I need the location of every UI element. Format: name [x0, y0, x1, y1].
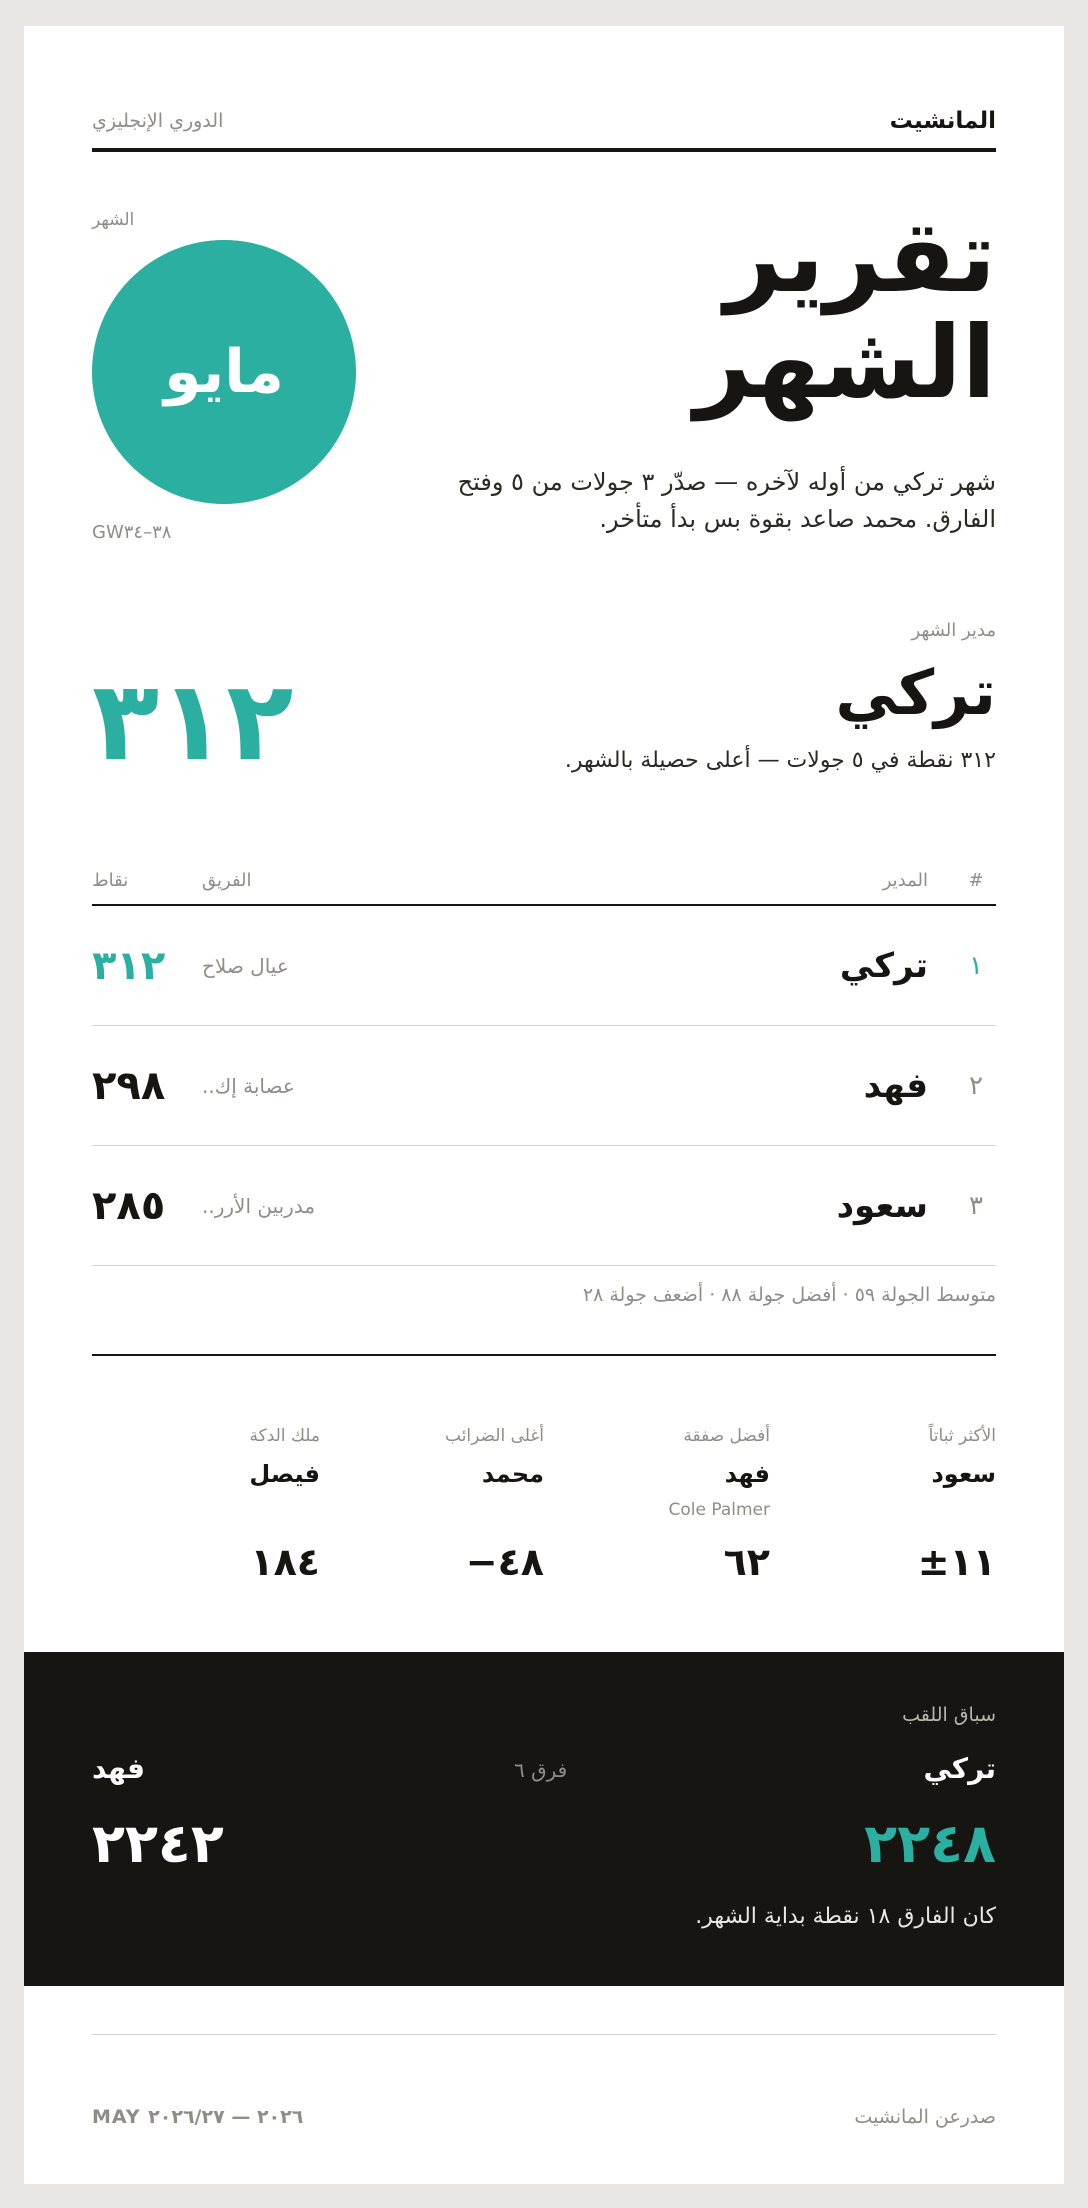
points-gap: فرق ٦	[514, 1758, 568, 1782]
standings-footnote: متوسط الجولة ٥٩ · أفضل جولة ٨٨ · أضعف جولة ٢٨	[582, 1284, 996, 1306]
footer-divider	[92, 2034, 996, 2035]
stat-consistency	[796, 1426, 996, 1584]
title-race-label: سباق اللقب	[902, 1704, 996, 1726]
stat-manager: فيصل	[249, 1460, 320, 1488]
stat-best-transfer	[570, 1426, 770, 1584]
stat-detail	[120, 1500, 320, 1524]
leader-name: تركي	[923, 1752, 996, 1785]
row-rank: ٣	[969, 1190, 983, 1221]
row-rank: ٢	[969, 1070, 983, 1101]
stat-manager: فهد	[724, 1460, 770, 1488]
row-manager: فهد	[863, 1065, 928, 1106]
table-row[interactable]	[92, 906, 996, 1026]
report-summary: شهر تركي من أوله لآخره — صدّر ٣ جولات من ٥ وفتح الفارق. محمد صاعد بقوة بس بدأ متأخر.	[457, 468, 996, 534]
issue-date: MAY ٢٠٢٦ — ٢٠٢٦/٢٧	[92, 2106, 304, 2128]
report-card	[24, 26, 1064, 2184]
row-manager: سعود	[836, 1185, 928, 1226]
stat-label: أفضل صفقة	[683, 1426, 770, 1446]
table-row[interactable]	[92, 1146, 996, 1266]
row-points: ٢٩٨	[92, 1062, 166, 1109]
row-team: مدربين الأرر..	[202, 1193, 316, 1218]
col-manager: المدير	[882, 870, 928, 891]
row-team: عيال صلاح	[202, 953, 289, 978]
stat-hits	[344, 1426, 544, 1584]
chaser-name: فهد	[92, 1752, 145, 1785]
col-points: نقاط	[92, 870, 129, 891]
section-divider	[92, 1354, 996, 1356]
row-manager: تركي	[839, 945, 928, 986]
table-row[interactable]	[92, 1026, 996, 1146]
stat-label: أغلى الضرائب	[445, 1426, 544, 1446]
manager-of-month-label: مدير الشهر	[911, 620, 996, 641]
league-name: الدوري الإنجليزي	[92, 110, 224, 132]
manager-of-month-name: تركي	[835, 656, 996, 729]
manager-of-month-points: ٣١٢	[92, 657, 294, 785]
title-line-1: تقرير	[724, 198, 996, 315]
stat-bench	[120, 1426, 320, 1584]
stat-value: −٤٨	[465, 1540, 544, 1584]
row-points: ٣١٢	[92, 942, 166, 989]
col-rank: #	[968, 870, 984, 891]
page-title	[694, 198, 996, 421]
stat-label: الأكثر ثباتاً	[928, 1426, 996, 1446]
month-badge-label: الشهر	[92, 210, 135, 230]
standings-header	[92, 854, 996, 906]
stat-detail: Cole Palmer	[668, 1500, 770, 1520]
stat-manager: محمد	[481, 1460, 544, 1488]
row-team: عصابة إك..	[202, 1073, 295, 1098]
chaser-points: ٢٢٤٢	[92, 1812, 224, 1875]
manager-of-month-desc: ٣١٢ نقطة في ٥ جولات — أعلى حصيلة بالشهر.	[564, 748, 996, 773]
stat-value: ±١١	[917, 1540, 996, 1584]
stat-detail	[344, 1500, 544, 1524]
col-team: الفريق	[202, 870, 252, 891]
stat-manager: سعود	[931, 1460, 996, 1488]
title-line-2: الشهر	[694, 304, 996, 421]
brand-name[interactable]: المانشيت	[889, 108, 996, 134]
stat-label: ملك الدكة	[249, 1426, 320, 1446]
issued-by: صدرعن المانشيت	[854, 2106, 996, 2128]
stats-grid	[92, 1426, 996, 1606]
row-rank: ١	[969, 950, 983, 981]
stat-detail	[796, 1500, 996, 1524]
stat-value: ١٨٤	[250, 1540, 320, 1584]
row-points: ٢٨٥	[92, 1182, 166, 1229]
gameweek-range: GW٣٨–٣٤	[92, 522, 172, 543]
month-badge: مايو	[92, 240, 356, 504]
title-race-panel	[24, 1652, 1064, 1986]
footer	[92, 2106, 996, 2136]
title-race-note: كان الفارق ١٨ نقطة بداية الشهر.	[695, 1904, 996, 1929]
leader-points: ٢٢٤٨	[864, 1812, 996, 1875]
masthead	[92, 94, 996, 152]
stat-value: ٦٢	[723, 1540, 770, 1584]
